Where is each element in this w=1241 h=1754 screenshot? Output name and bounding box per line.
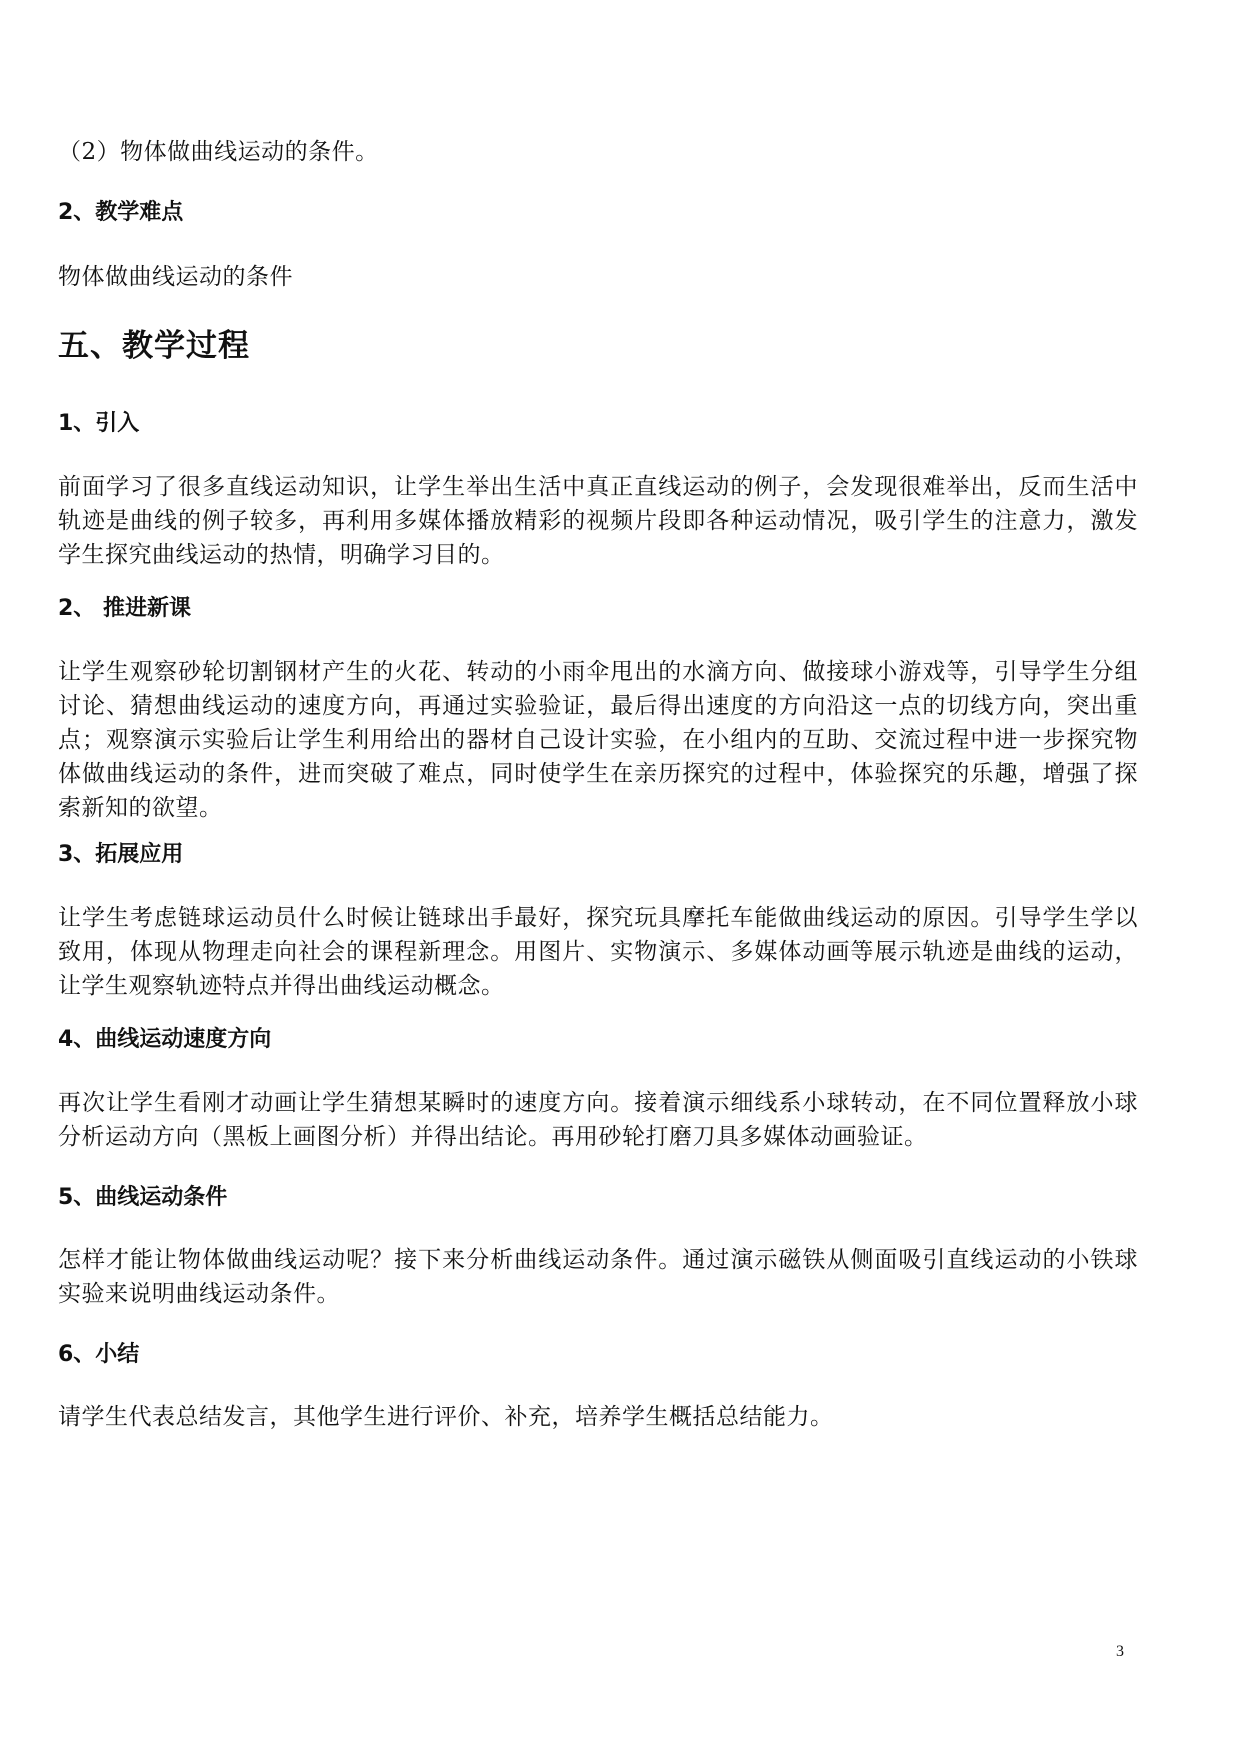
intro-paragraph: 前面学习了很多直线运动知识，让学生举出生活中真正直线运动的例子，会发现很难举出，反而生活中轨迹是曲线的例子较多，再利用多媒体播放精彩的视频片段即各种运动情况，吸引学生的注意力，激发学生探究曲线运动的热情，明确学习目的。 xyxy=(58,474,1138,568)
new-lesson-heading: 2、 推进新课 xyxy=(58,596,191,621)
velocity-heading: 4、曲线运动速度方向 xyxy=(58,1027,272,1052)
condition-paragraph: 怎样才能让物体做曲线运动呢？接下来分析曲线运动条件。通过演示磁铁从侧面吸引直线运动的小铁球实验来说明曲线运动条件。 xyxy=(58,1247,1138,1307)
intro-heading: 1、引入 xyxy=(58,411,140,436)
extension-heading: 3、拓展应用 xyxy=(58,842,184,867)
summary-text: 请学生代表总结发言，其他学生进行评价、补充，培养学生概括总结能力。 xyxy=(58,1404,834,1430)
key-point-item-2: （2）物体做曲线运动的条件。 xyxy=(58,139,379,165)
new-lesson-paragraph: 让学生观察砂轮切割钢材产生的火花、转动的小雨伞甩出的水滴方向、做接球小游戏等，引导学生分组讨论、猜想曲线运动的速度方向，再通过实验验证，最后得出速度的方向沿这一点的切线方向，突出重点；观察演示实验后让学生利用给出的器材自己设计实验，在小组内的互助、交流过程中进一步探究物体做曲线运动的条件，进而突破了难点，同时使学生在亲历探究的过程中，体验探究的乐趣，增强了探索新知的欲望。 xyxy=(58,659,1138,821)
difficulty-heading: 2、教学难点 xyxy=(58,200,184,225)
velocity-paragraph: 再次让学生看刚才动画让学生猜想某瞬时的速度方向。接着演示细线系小球转动，在不同位置释放小球分析运动方向（黑板上画图分析）并得出结论。再用砂轮打磨刀具多媒体动画验证。 xyxy=(58,1090,1138,1150)
condition-heading: 5、曲线运动条件 xyxy=(58,1185,228,1210)
page-number: 3 xyxy=(1116,1643,1124,1660)
difficulty-text: 物体做曲线运动的条件 xyxy=(58,264,293,290)
section-heading: 五、教学过程 xyxy=(58,328,250,364)
summary-heading: 6、小结 xyxy=(58,1342,140,1367)
extension-paragraph: 让学生考虑链球运动员什么时候让链球出手最好，探究玩具摩托车能做曲线运动的原因。引导学生学以致用，体现从物理走向社会的课程新理念。用图片、实物演示、多媒体动画等展示轨迹是曲线的运动，让学生观察轨迹特点并得出曲线运动概念。 xyxy=(58,905,1138,999)
